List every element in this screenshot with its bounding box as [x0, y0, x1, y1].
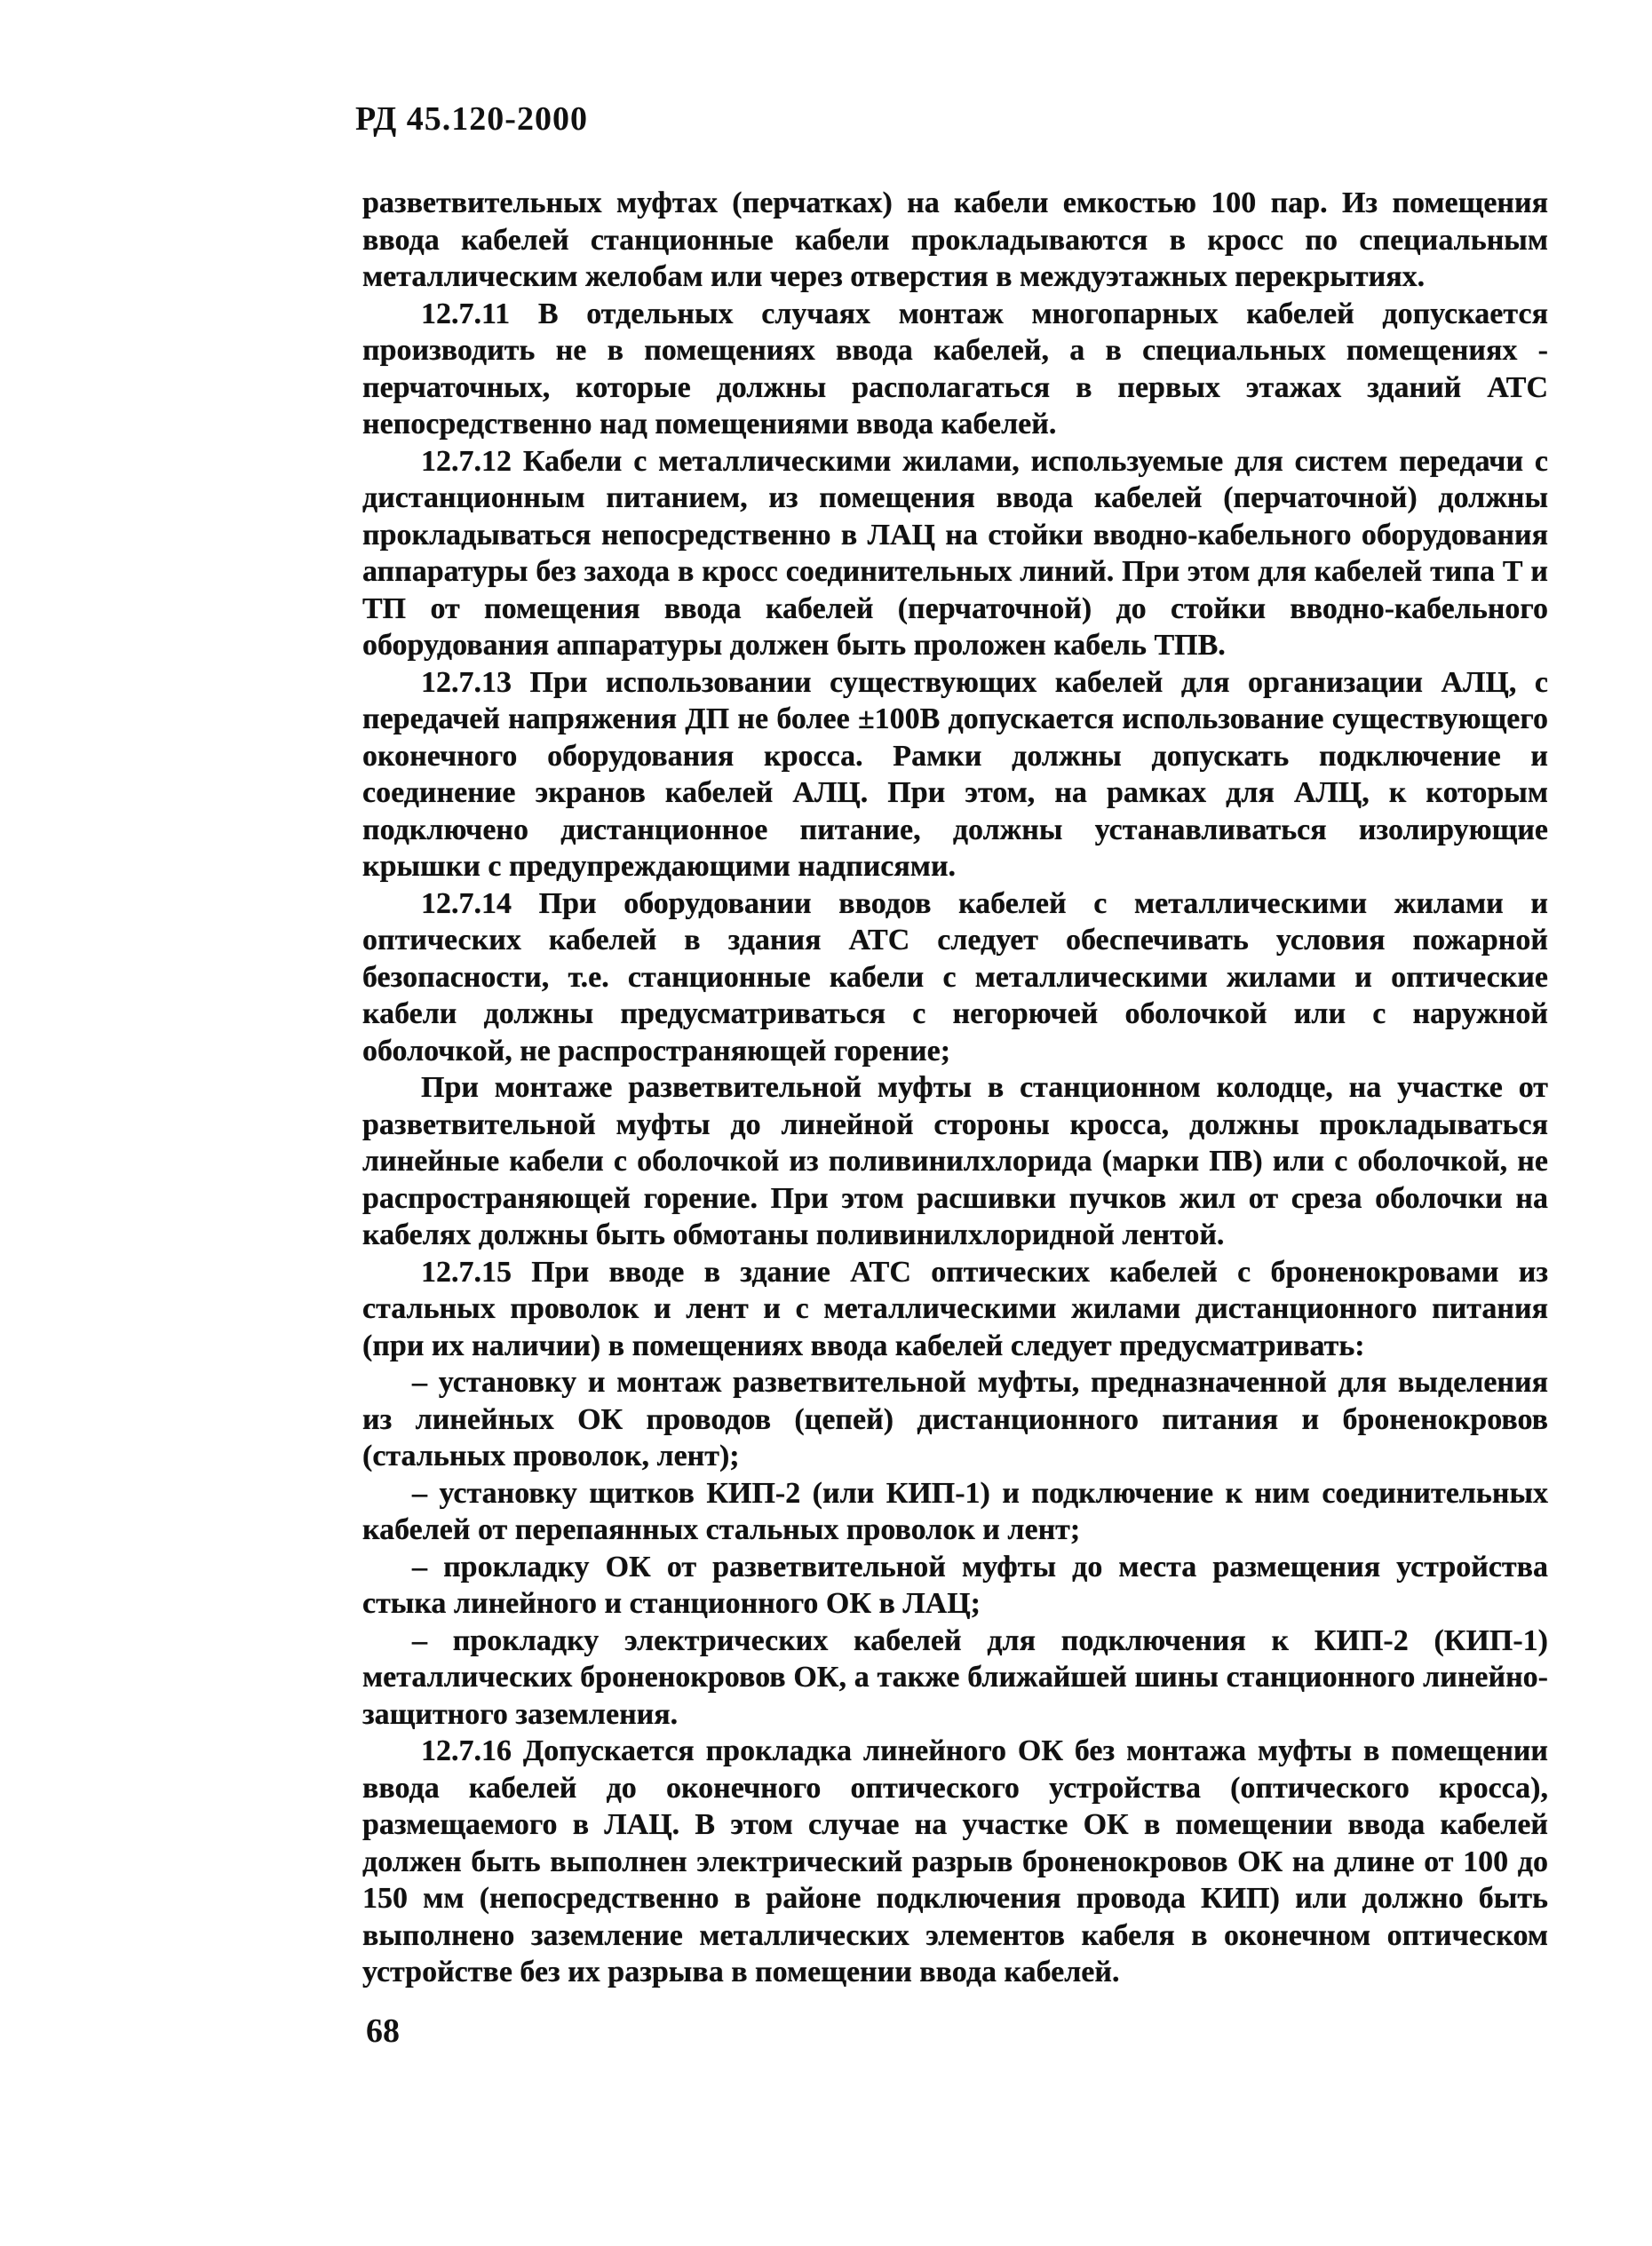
paragraph-12-7-14: 12.7.14 При оборудовании вводов кабелей с металлическими жилами и оптических кабелей в здания АТС следует обеспечивать условия пожарной безопасности, т.е. станционные кабели с металлическими жилами и оптические кабели должны предусматриваться с негорючей оболочкой или с наружной оболочкой, не распространяющей горение;	[362, 886, 1548, 1067]
paragraph-12-7-16: 12.7.16 Допускается прокладка линейного ОК без монтажа муфты в помещении ввода кабелей до оконечного оптического устройства (оптического кросса), размещаемого в ЛАЦ. В этом случае на участке ОК в помещении ввода кабелей должен быть выполнен электрический разрыв броненокровов ОК на длине от 100 до 150 мм (непосредственно в районе подключения провода КИП) или должно быть выполнено заземление металлических элементов кабеля в оконечном оптическом устройстве без их разрыва в помещении ввода кабелей.	[362, 1734, 1548, 1988]
paragraph-12-7-13: 12.7.13 При использовании существующих кабелей для организации АЛЦ, с передачей напряжения ДП не более ±100В допускается использование существующего оконечного оборудования кросса. Рамки должны допускать подключение и соединение экранов кабелей АЛЦ. При этом, на рамках для АЛЦ, к которым подключено дистанционное питание, должны устанавливаться изолирующие крышки с предупреждающими надписями.	[362, 665, 1548, 883]
paragraph-12-7-15: 12.7.15 При вводе в здание АТС оптических кабелей с броненокровами из стальных проволок и лент и с металлическими жилами дистанционного питания (при их наличии) в помещениях ввода кабелей следует предусматривать:	[362, 1255, 1548, 1362]
paragraph-continuation: разветвительных муфтах (перчатках) на кабели емкостью 100 пар. Из помещения ввода кабелей станционные кабели прокладываются в кросс по специальным металлическим желобам или через отверстия в междуэтажных перекрытиях.	[362, 187, 1548, 293]
paragraph-12-7-11: 12.7.11 В отдельных случаях монтаж многопарных кабелей допускается производить не в помещениях ввода кабелей, а в специальных помещениях - перчаточных, которые должны располагаться в первых этажах зданий АТС непосредственно над помещениями ввода кабелей.	[362, 297, 1548, 440]
page-number: 68	[366, 2012, 400, 2050]
list-item-ok-laying: – прокладку ОК от разветвительной муфты до места размещения устройства стыка линейного и станционного ОК в ЛАЦ;	[362, 1550, 1548, 1620]
list-item-splice-install: – установку и монтаж разветвительной муфты, предназначенной для выделения из линейных ОК проводов (цепей) дистанционного питания и броненокровов (стальных проволок, лент);	[362, 1366, 1548, 1472]
paragraph-12-7-14-continuation: При монтаже разветвительной муфты в станционном колодце, на участке от разветвительной муфты до линейной стороны кросса, должны прокладываться линейные кабели с оболочкой из поливинилхлорида (марки ПВ) или с оболочкой, не распространяющей горение. При этом расшивки пучков жил от среза оболочки на кабелях должны быть обмотаны поливинилхлоридной лентой.	[362, 1071, 1548, 1251]
document-body	[362, 185, 1548, 1991]
list-item-kip-install: – установку щитков КИП-2 (или КИП-1) и подключение к ним соединительных кабелей от перепаянных стальных проволок и лент;	[362, 1476, 1548, 1546]
paragraph-12-7-12: 12.7.12 Кабели с металлическими жилами, используемые для систем передачи с дистанционным питанием, из помещения ввода кабелей (перчаточной) должны прокладываться непосредственно в ЛАЦ на стойки вводно-кабельного оборудования аппаратуры без захода в кросс соединительных линий. При этом для кабелей типа Т и ТП от помещения ввода кабелей (перчаточной) до стойки вводно-кабельного оборудования аппаратуры должен быть проложен кабель ТПВ.	[362, 444, 1548, 662]
document-header: РД 45.120-2000	[355, 100, 588, 138]
list-item-electric-cable-laying: – прокладку электрических кабелей для подключения к КИП-2 (КИП-1) металлических броненокровов ОК, а также ближайшей шины станционного линейно-защитного заземления.	[362, 1623, 1548, 1731]
